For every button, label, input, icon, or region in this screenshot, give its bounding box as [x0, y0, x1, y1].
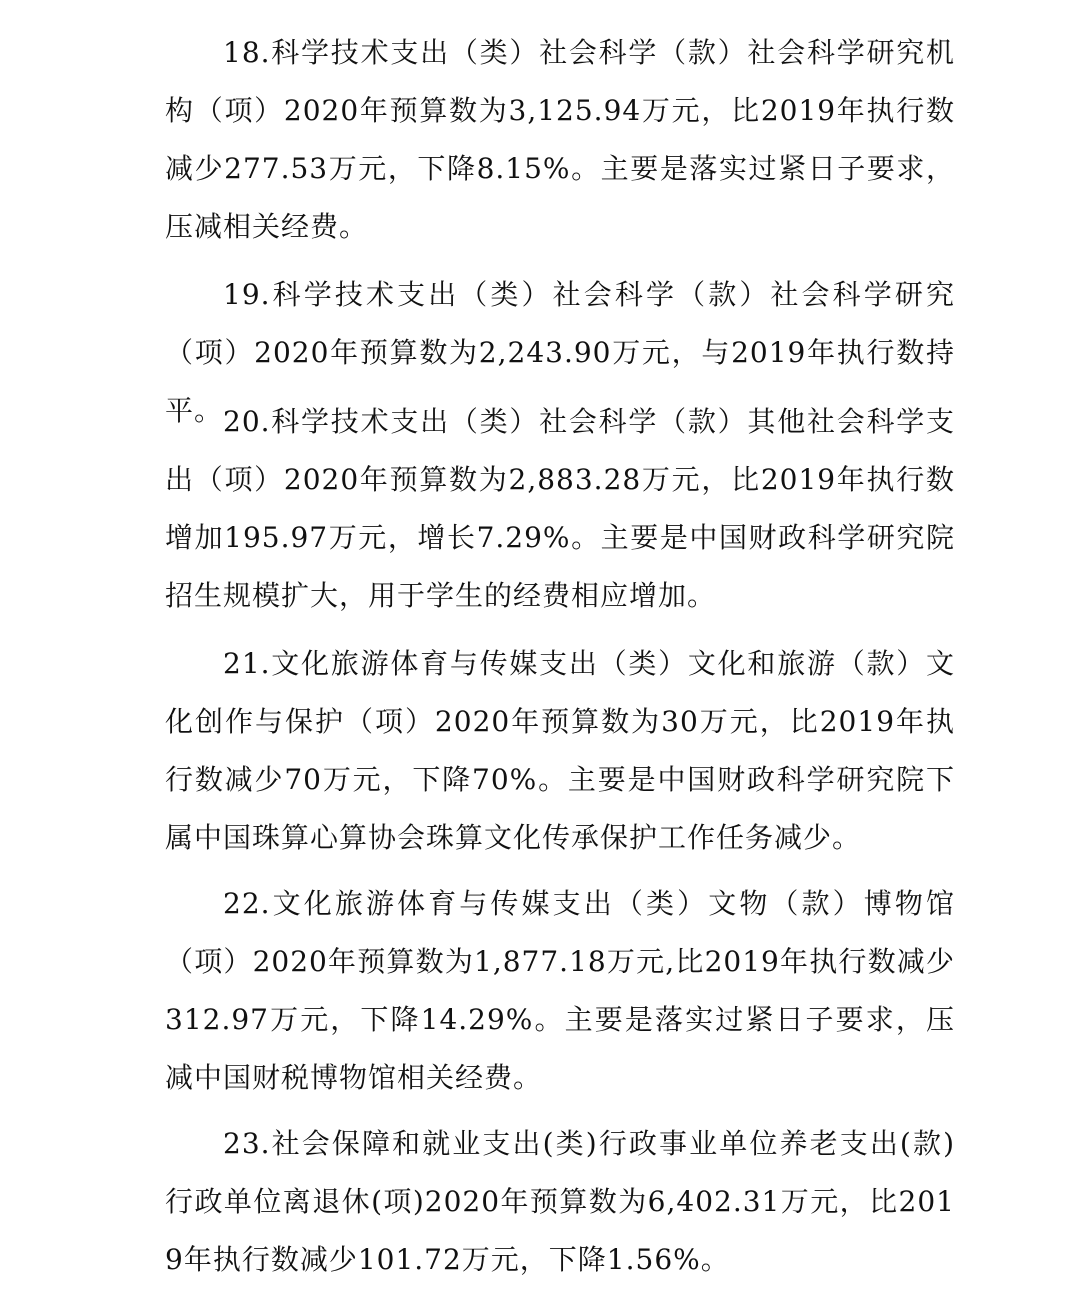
- paragraph-18: 18.科学技术支出（类）社会科学（款）社会科学研究机构（项）2020年预算数为3,125.94万元，比2019年执行数减少277.53万元，下降8.15%。主要是落实过紧日子要求，压减相关经费。: [165, 36, 955, 243]
- paragraph-20: 20.科学技术支出（类）社会科学（款）其他社会科学支出（项）2020年预算数为2,883.28万元，比2019年执行数增加195.97万元，增长7.29%。主要是中国财政科学研究院招生规模扩大，用于学生的经费相应增加。: [165, 405, 955, 612]
- paragraph-22: 22.文化旅游体育与传媒支出（类）文物（款）博物馆（项）2020年预算数为1,877.18万元,比2019年执行数减少312.97万元，下降14.29%。主要是落实过紧日子要求，压减中国财税博物馆相关经费。: [165, 887, 955, 1094]
- paragraph-23: 23.社会保障和就业支出(类)行政事业单位养老支出(款)行政单位离退休(项)2020年预算数为6,402.31万元，比2019年执行数减少101.72万元，下降1.56%。: [165, 1127, 955, 1276]
- paragraph-21: 21.文化旅游体育与传媒支出（类）文化和旅游（款）文化创作与保护（项）2020年预算数为30万元，比2019年执行数减少70万元，下降70%。主要是中国财政科学研究院下属中国珠算心算协会珠算文化传承保护工作任务减少。: [165, 647, 955, 854]
- paragraph-19: 19.科学技术支出（类）社会科学（款）社会科学研究（项）2020年预算数为2,243.90万元，与2019年执行数持平。: [165, 278, 955, 427]
